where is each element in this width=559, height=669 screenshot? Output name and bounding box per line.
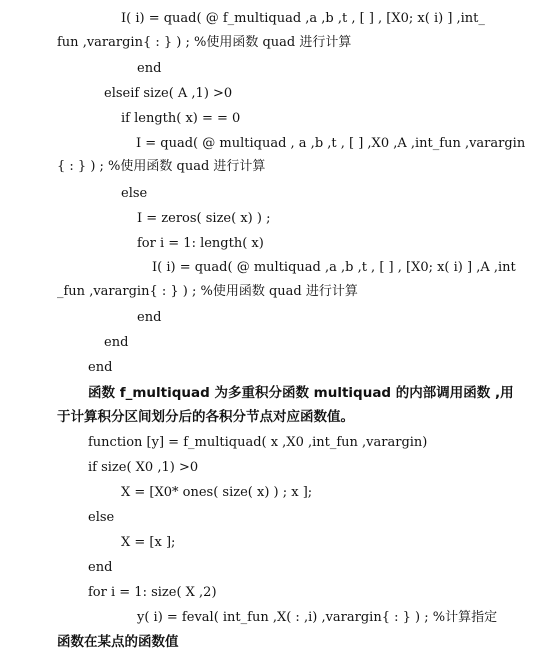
- paragraph-line: 函数 f_multiquad 为多重积分函数 multiquad 的内部调用函数 ,用: [88, 385, 514, 401]
- code-line: fun ,varargin{ : } ) ; %使用函数 quad 进行计算: [57, 35, 352, 50]
- code-line: y( i) = feval( int_fun ,X( : ,i) ,varargin{ : } ) ; %计算指定: [137, 610, 498, 625]
- code-line: end: [88, 560, 113, 575]
- code-line: end: [104, 335, 129, 350]
- code-line: I = quad( @ multiquad , a ,b ,t , [ ] ,X0 ,A ,int_fun ,varargin: [136, 136, 526, 151]
- code-line: X = [X0* ones( size( x) ) ; x ];: [121, 485, 313, 500]
- code-line: function [y] = f_multiquad( x ,X0 ,int_fun ,varargin): [88, 435, 428, 450]
- code-line: _fun ,varargin{ : } ) ; %使用函数 quad 进行计算: [57, 284, 358, 299]
- code-line: if size( X0 ,1) >0: [88, 460, 199, 475]
- paragraph-line: 于计算积分区间划分后的各积分节点对应函数值。: [57, 409, 354, 425]
- code-line: end: [137, 61, 162, 76]
- code-line: for i = 1: size( X ,2): [88, 585, 217, 600]
- code-line: I( i) = quad( @ f_multiquad ,a ,b ,t , [ ] , [X0; x( i) ] ,int_: [121, 11, 485, 26]
- code-line: X = [x ];: [121, 535, 176, 550]
- paragraph-line: 函数在某点的函数值: [57, 634, 179, 650]
- code-line: end: [137, 310, 162, 325]
- code-line: elseif size( A ,1) >0: [104, 86, 233, 101]
- code-line: { : } ) ; %使用函数 quad 进行计算: [57, 159, 266, 174]
- code-line: else: [121, 186, 148, 201]
- code-line: for i = 1: length( x): [137, 236, 264, 251]
- code-line: else: [88, 510, 115, 525]
- code-line: I = zeros( size( x) ) ;: [137, 211, 271, 226]
- code-line: I( i) = quad( @ multiquad ,a ,b ,t , [ ] , [X0; x( i) ] ,A ,int: [152, 260, 516, 275]
- code-line: if length( x) = = 0: [121, 111, 241, 126]
- code-line: end: [88, 360, 113, 375]
